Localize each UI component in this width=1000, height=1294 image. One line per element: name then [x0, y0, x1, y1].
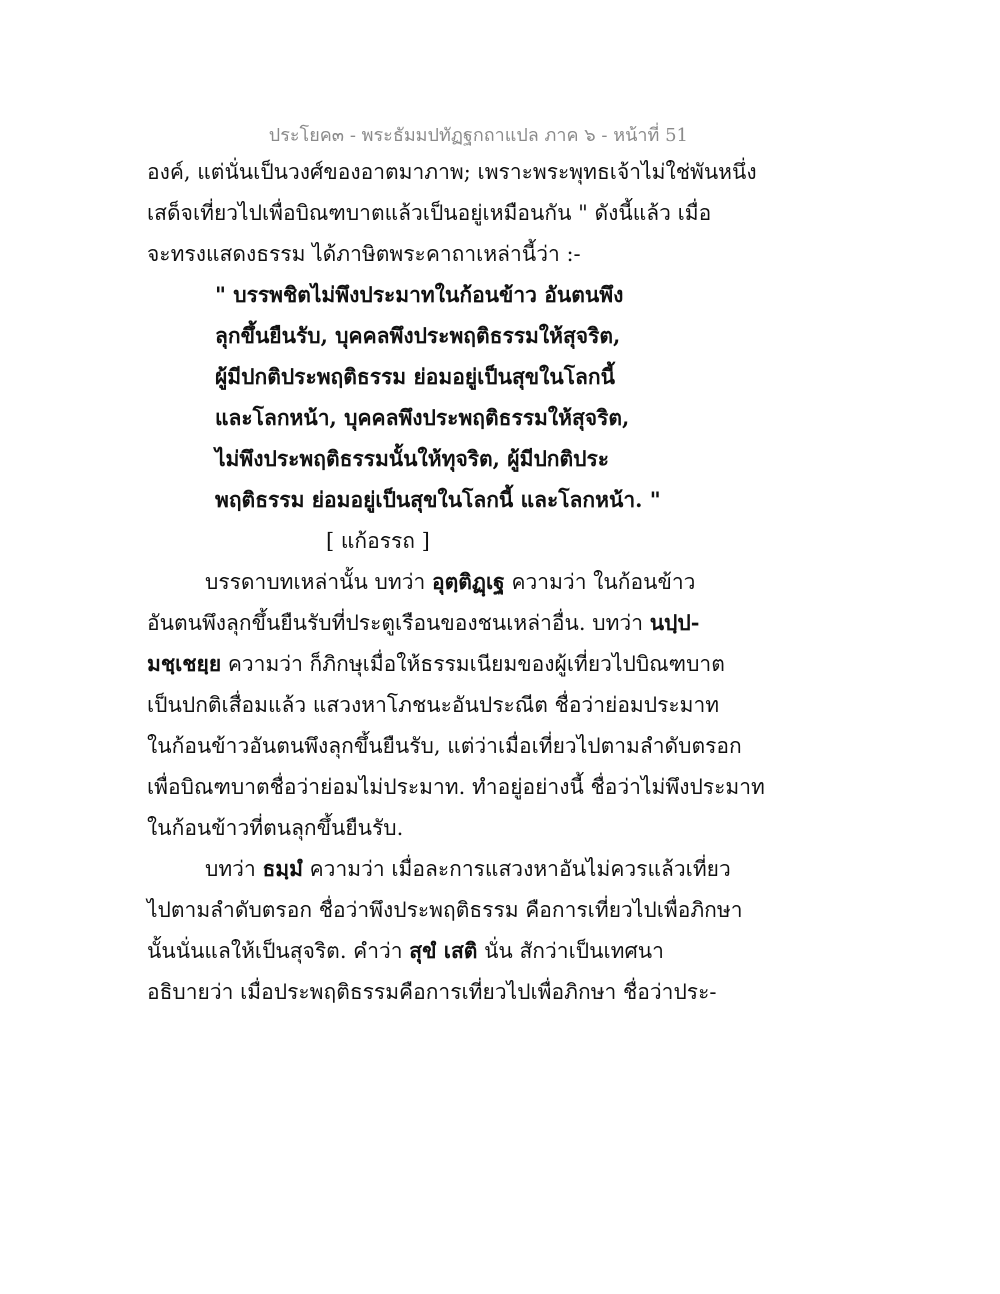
para1-line-3-text: ความว่า ก็ภิกษุเมื่อให้ธรรมเนียมของผู้เที่ยวไปบิณฑบาต — [221, 652, 725, 676]
verse-line-6: พฤติธรรม ย่อมอยู่เป็นสุขในโลกนี้ และโลกหน้า. " — [215, 487, 661, 512]
para1-line-5: ในก้อนข้าวอันตนพึงลุกขึ้นยืนรับ, แต่ว่าเมื่อเที่ยวไปตามลำดับตรอก — [147, 734, 742, 758]
page-header: ประโยค๓ - พระธัมมปทัฏฐกถาแปล ภาค ๖ - หน้าที่ 51 — [268, 125, 688, 146]
para1-line-2 — [147, 609, 699, 637]
intro-line-1: องค์, แต่นั่นเป็นวงศ์ของอาตมาภาพ; เพราะพระพุทธเจ้าไม่ใช่พันหนึ่ง — [147, 160, 757, 184]
para1-line-3 — [147, 650, 725, 678]
intro-line-3: จะทรงแสดงธรรม ได้ภาษิตพระคาถาเหล่านี้ว่า :- — [147, 242, 581, 266]
verse-line-1: " บรรพชิตไม่พึงประมาทในก้อนข้าว อันตนพึง — [215, 282, 624, 307]
para2-line-1-text-a: บทว่า — [205, 857, 263, 881]
para1-line-4: เป็นปกติเสื่อมแล้ว แสวงหาโภชนะอันประณีต ชื่อว่าย่อมประมาท — [147, 693, 720, 717]
intro-line-2: เสด็จเที่ยวไปเพื่อบิณฑบาตแล้วเป็นอยู่เหมือนกัน " ดังนี้แล้ว เมื่อ — [147, 201, 712, 225]
term-dhammam: ธมฺมํ — [262, 856, 303, 881]
para2-line-3 — [147, 937, 664, 965]
para1-line-1-text-a: บรรดาบทเหล่านั้น บทว่า — [205, 570, 432, 594]
section-title: [ แก้อรรถ ] — [326, 529, 430, 553]
verse-line-3: ผู้มีปกติประพฤติธรรม ย่อมอยู่เป็นสุขในโลกนี้ — [215, 364, 615, 389]
para1-line-7: ในก้อนข้าวที่ตนลุกขึ้นยืนรับ. — [147, 816, 404, 840]
term-majjeyya: มชฺเชยฺย — [147, 651, 222, 676]
para2-line-3-text-a: นั้นนั่นแลให้เป็นสุจริต. คำว่า — [147, 939, 410, 963]
para1-line-1 — [205, 568, 695, 596]
para1-line-6: เพื่อบิณฑบาตชื่อว่าย่อมไม่ประมาท. ทำอยู่อย่างนี้ ชื่อว่าไม่พึงประมาท — [147, 775, 765, 799]
term-sukham-seti: สุขํ เสติ — [409, 938, 478, 963]
para2-line-4: อธิบายว่า เมื่อประพฤติธรรมคือการเที่ยวไปเพื่อภิกษา ชื่อว่าประ- — [147, 980, 717, 1004]
verse-line-5: ไม่พึงประพฤติธรรมนั้นให้ทุจริต, ผู้มีปกติประ — [215, 446, 610, 471]
para1-line-2-text: อันตนพึงลุกขึ้นยืนรับที่ประตูเรือนของชนเหล่าอื่น. บทว่า — [147, 611, 650, 635]
para2-line-1 — [205, 855, 731, 883]
term-utthite: อุตฺติฏฺเฐ — [432, 569, 505, 594]
verse-line-2: ลุกขึ้นยืนรับ, บุคคลพึงประพฤติธรรมให้สุจริต, — [215, 323, 621, 348]
para2-line-3-text-b: นั่น สักว่าเป็นเทศนา — [477, 939, 664, 963]
para2-line-1-text-b: ความว่า เมื่อละการแสวงหาอันไม่ควรแล้วเที่ยว — [302, 857, 731, 881]
para2-line-2: ไปตามลำดับตรอก ชื่อว่าพึงประพฤติธรรม คือการเที่ยวไปเพื่อภิกษา — [147, 898, 743, 922]
para1-line-1-text-b: ความว่า ในก้อนข้าว — [504, 570, 696, 594]
verse-line-4: และโลกหน้า, บุคคลพึงประพฤติธรรมให้สุจริต, — [215, 405, 630, 430]
term-nappa: นปฺป- — [649, 610, 700, 635]
